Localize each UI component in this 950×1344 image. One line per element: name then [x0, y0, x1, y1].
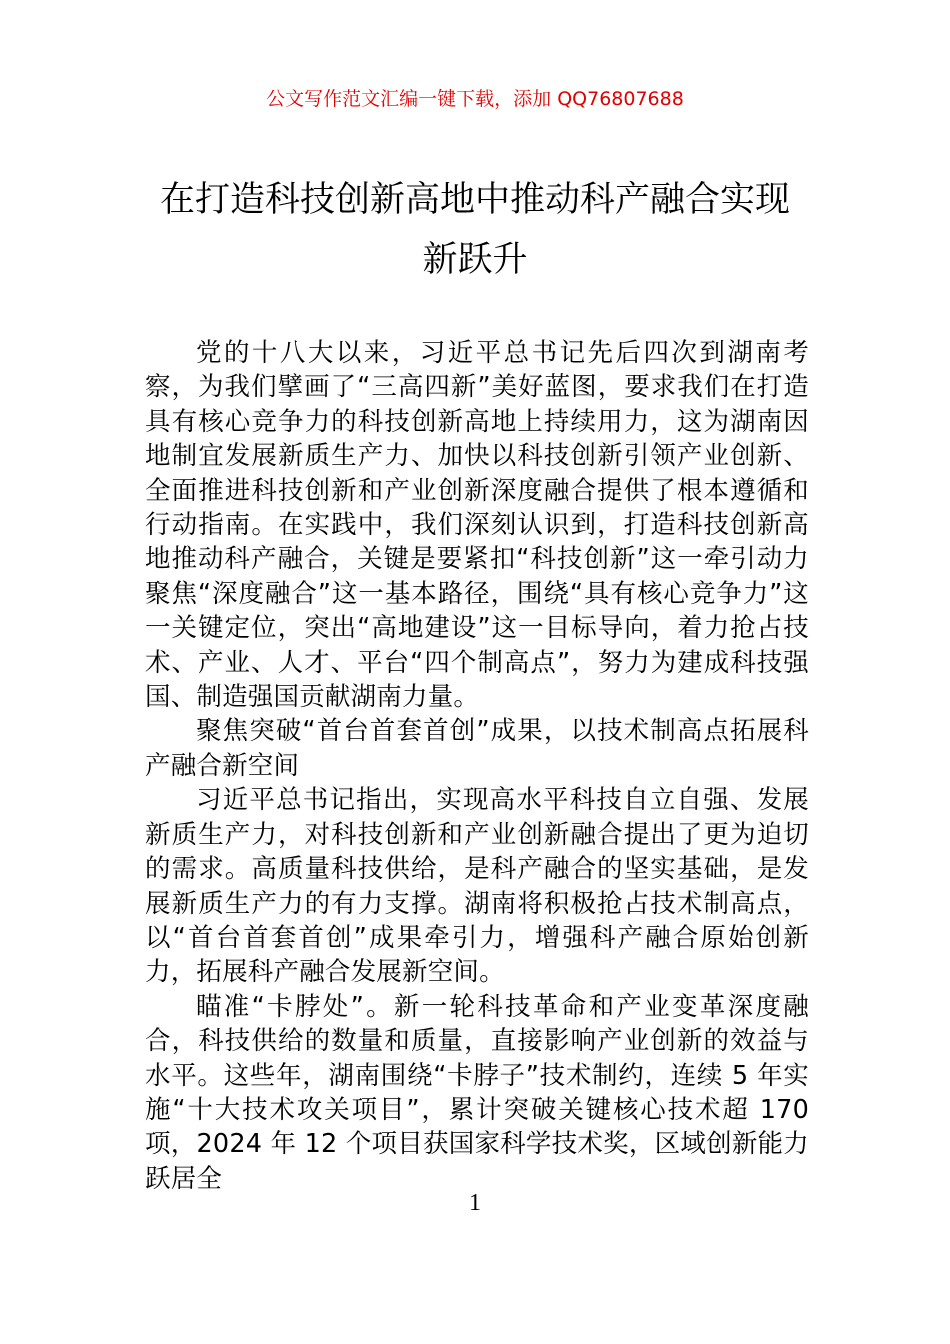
page-number: 1: [469, 1190, 481, 1216]
download-notice: 公文写作范文汇编一键下载，添加 QQ76807688: [266, 88, 684, 110]
paragraph-tech-supply: 习近平总书记指出，实现高水平科技自立自强、发展新质生产力，对科技创新和产业创新融合提出了更为迫切的需求。高质量科技供给，是科产融合的坚实基础，是发展新质生产力的有力支撑。湖南将积极抢占技术制高点，以“首台首套首创”成果牵引力，增强科产融合原始创新力，拓展科产融合发展新空间。: [145, 785, 809, 988]
paragraph-bottleneck: 瞄准“卡脖处”。新一轮科技革命和产业变革深度融合，科技供给的数量和质量，直接影响产业创新的效益与水平。这些年，湖南围绕“卡脖子”技术制约，连续 5 年实施“十大技术攻关项目”，累计突破关键核心技术超 170 项，2024 年 12 个项目获国家科学技术奖，区域创新能力跃居全: [145, 991, 809, 1194]
document-body: [145, 336, 809, 1196]
section-heading: 聚焦突破“首台首套首创”成果，以技术制高点拓展科产融合新空间: [145, 716, 809, 781]
document-title: 在打造科技创新高地中推动科产融合实现新跃升: [159, 180, 790, 280]
paragraph-intro: 党的十八大以来，习近平总书记先后四次到湖南考察，为我们擘画了“三高四新”美好蓝图，要求我们在打造具有核心竞争力的科技创新高地上持续用力，这为湖南因地制宜发展新质生产力、加快以科技创新引领产业创新、全面推进科技创新和产业创新深度融合提供了根本遵循和行动指南。在实践中，我们深刻认识到，打造科技创新高地推动科产融合，关键是要紧扣“科技创新”这一牵引动力聚焦“深度融合”这一基本路径，围绕“具有核心竞争力”这一关键定位，突出“高地建设”这一目标导向，着力抢占技术、产业、人才、平台“四个制高点”，努力为建成科技强国、制造强国贡献湖南力量。: [145, 338, 809, 713]
